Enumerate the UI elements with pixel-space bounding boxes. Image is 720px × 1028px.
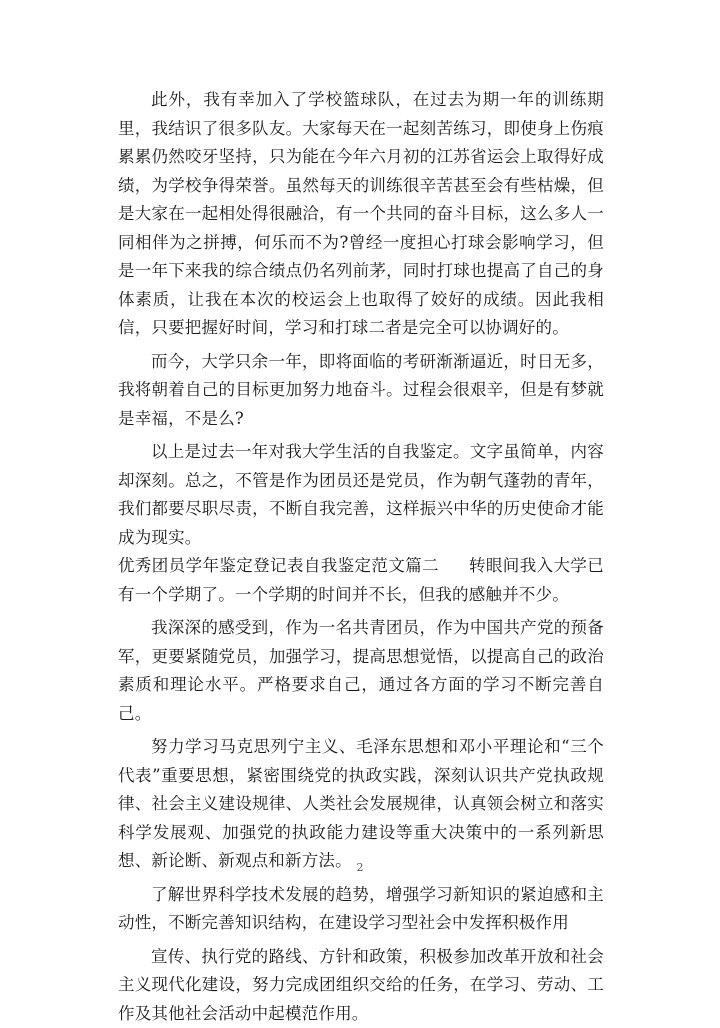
paragraph-science-knowledge: 了解世界科学技术发展的趋势，增强学习新知识的紧迫感和主动性，不断完善知识结构，在建设学习型社会中发挥积极作用 <box>118 881 604 938</box>
paragraph-party-line: 宣传、执行党的路线、方针和政策，积极参加改革开放和社会主义现代化建设，努力完成团组织交给的任务，在学习、劳动、工作及其他社会活动中起模范作用。 <box>118 943 604 1028</box>
section-first-text: 转眼间我入大学已有一个学期了。一个学期的时间并不长，但我的感触并不少。 <box>118 556 604 604</box>
page-number: 2 <box>0 861 720 874</box>
section-title: 优秀团员学年鉴定登记表自我鉴定范文篇二 <box>118 556 439 575</box>
paragraph-self-assessment-summary: 以上是过去一年对我大学生活的自我鉴定。文字虽简单，内容却深刻。总之，不管是作为团员还是党员，作为朝气蓬勃的青年，我们都要尽职尽责，不断自我完善，这样振兴中华的历史使命才能成为现实。 <box>118 438 604 552</box>
section-heading-line <box>118 552 604 609</box>
paragraph-league-member-duty: 我深深的感受到，作为一名共青团员，作为中国共产党的预备军，更要紧随党员，加强学习，提高思想觉悟，以提高自己的政治素质和理论水平。严格要求自己，通过各方面的学习不断完善自己。 <box>118 614 604 728</box>
paragraph-study-theory: 努力学习马克思列宁主义、毛泽东思想和邓小平理论和“三个代表”重要思想，紧密围绕党的执政实践，深刻认识共产党执政规律、社会主义建设规律、人类社会发展规律，认真领会树立和落实科学发展观、加强党的执政能力建设等重大决策中的一系列新思想、新论断、新观点和新方法。 <box>118 733 604 876</box>
paragraph-final-year-goal: 而今，大学只余一年，即将面临的考研渐渐逼近，时日无多，我将朝着自己的目标更加努力地奋斗。过程会很艰辛，但是有梦就是幸福，不是么? <box>118 348 604 434</box>
document-body <box>118 86 604 1028</box>
paragraph-basketball-team: 此外，我有幸加入了学校篮球队，在过去为期一年的训练期里，我结识了很多队友。大家每天在一起刻苦练习，即使身上伤痕累累仍然咬牙坚持，只为能在今年六月初的江苏省运会上取得好成绩，为学校争得荣誉。虽然每天的训练很辛苦甚至会有些枯燥，但是大家在一起相处得很融洽，有一个共同的奋斗目标，这么多人一同相伴为之拼搏，何乐而不为?曾经一度担心打球会影响学习，但是一年下来我的综合绩点仍名列前茅，同时打球也提高了自己的身体素质，让我在本次的校运会上也取得了姣好的成绩。因此我相信，只要把握好时间，学习和打球二者是完全可以协调好的。 <box>118 86 604 343</box>
